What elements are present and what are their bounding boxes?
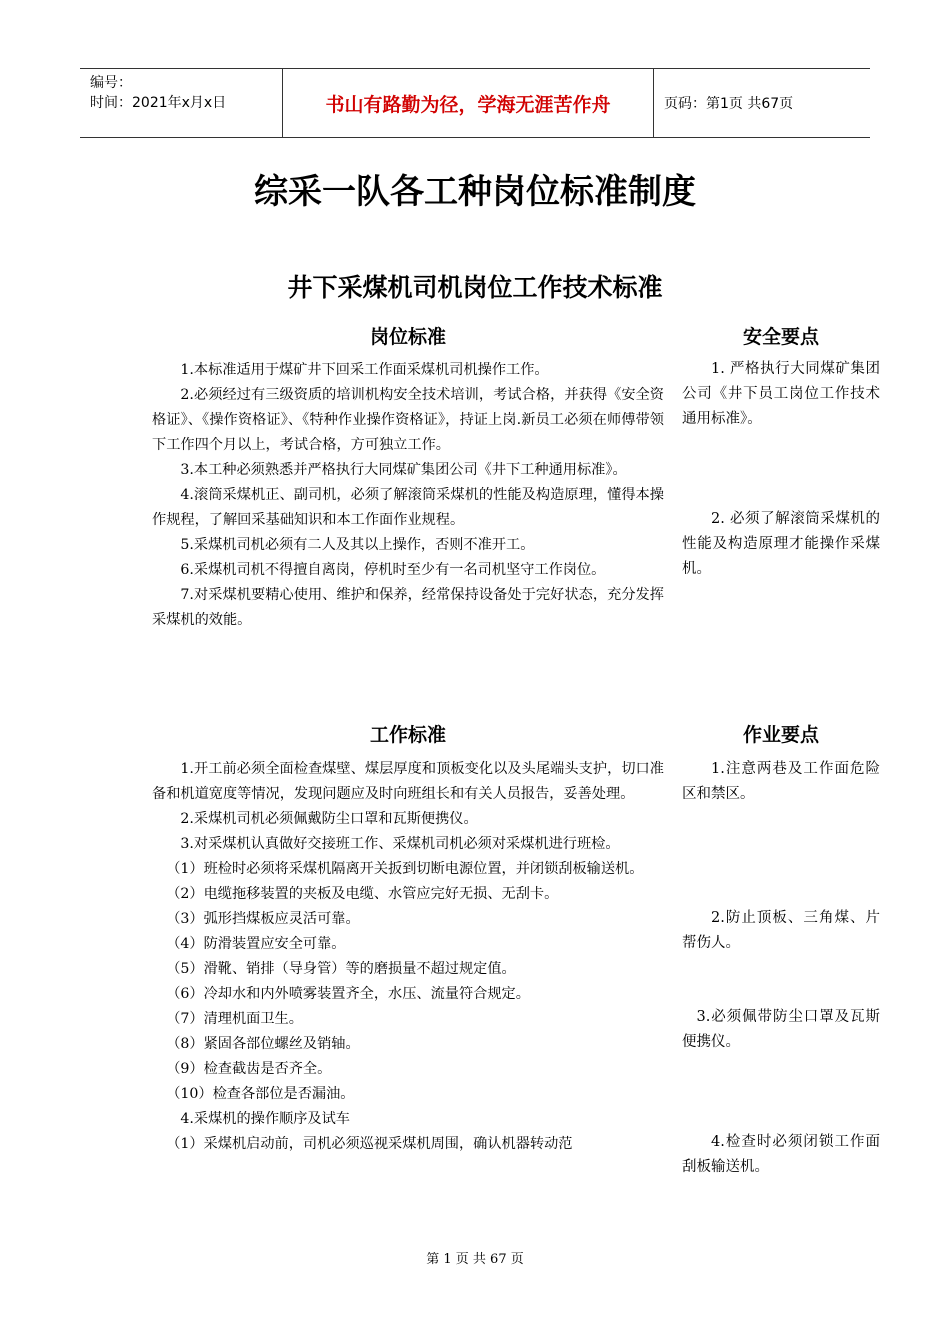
section2-heading: 工作标准 (369, 724, 446, 746)
section2-paragraph: 4.采煤机的操作顺序及试车 (180, 1111, 350, 1127)
section2-paragraph: （9）检查截齿是否齐全。 (166, 1061, 332, 1077)
section1-paragraph: 2.必须经过有三级资质的培训机构安全技术培训，考试合格，并获得《安全资格证》、《操作资格证》、《特种作业操作资格证》，持证上岗.新员工必须在师傅带领下工作四个月以上，考试合格，方可独立工作。 (152, 387, 664, 453)
document-title: 综采一队各工种岗位标准制度 (254, 172, 696, 212)
section1-paragraph: 1.本标准适用于煤矿井下回采工作面采煤机司机操作工作。 (180, 362, 549, 378)
section2-paragraph: （4）防滑装置应安全可靠。 (166, 936, 346, 952)
section1-paragraph: 5.采煤机司机必须有二人及其以上操作，否则不准开工。 (180, 537, 535, 553)
section2-paragraph: （7）清理机面卫生。 (166, 1011, 303, 1027)
section1-side-heading: 安全要点 (742, 326, 819, 348)
section2-paragraph: （8）紧固各部位螺丝及销轴。 (166, 1036, 360, 1052)
section2-body (152, 757, 664, 1157)
section1-paragraph: 3.本工种必须熟悉并严格执行大同煤矿集团公司《井下工种通用标准》。 (180, 462, 627, 478)
section2-paragraph: （1）采煤机启动前，司机必须巡视采煤机周围，确认机器转动范 (166, 1136, 573, 1152)
document-time-label: 时间：2021年x月x日 (90, 95, 227, 111)
document-header (80, 68, 870, 138)
section1-paragraph: 7.对采煤机要精心使用、维护和保养，经常保持设备处于完好状态，充分发挥采煤机的效能。 (152, 587, 664, 628)
section2-paragraph: （3）弧形挡煤板应灵活可靠。 (166, 911, 360, 927)
safety-point: 1. 严格执行大同煤矿集团公司《井下员工岗位工作技术通用标准》。 (682, 361, 880, 427)
section2-paragraph: （2）电缆拖移装置的夹板及电缆、水管应完好无损、无刮卡。 (166, 886, 559, 902)
section2-paragraph: （1）班检时必须将采煤机隔离开关扳到切断电源位置，并闭锁刮板输送机。 (166, 861, 644, 877)
safety-point: 2. 必须了解滚筒采煤机的性能及构造原理才能操作采煤机。 (682, 511, 880, 577)
section1-body (152, 358, 664, 633)
document-subtitle: 井下采煤机司机岗位工作技术标准 (287, 273, 663, 302)
operation-point: 4.检查时必须闭锁工作面刮板输送机。 (682, 1134, 880, 1175)
section2-paragraph: 1.开工前必须全面检查煤壁、煤层厚度和顶板变化以及头尾端头支护，切口准备和机道宽度等情况，发现问题应及时向班组长和有关人员报告，妥善处理。 (152, 761, 664, 802)
section2-paragraph: 2.采煤机司机必须佩戴防尘口罩和瓦斯便携仪。 (180, 811, 478, 827)
section2-paragraph: （6）冷却水和内外喷雾装置齐全，水压、流量符合规定。 (166, 986, 530, 1002)
document-number-label: 编号： (90, 75, 132, 91)
section2-paragraph: 3.对采煤机认真做好交接班工作、采煤机司机必须对采煤机进行班检。 (180, 836, 620, 852)
header-page-info: 页码：第1页 共67页 (664, 96, 794, 112)
section2-paragraph: （10）检查各部位是否漏油。 (166, 1086, 355, 1102)
section1-paragraph: 4.滚筒采煤机正、副司机，必须了解滚筒采煤机的性能及构造原理，懂得本操作规程，了解回采基础知识和本工作面作业规程。 (152, 487, 664, 528)
section2-side-heading: 作业要点 (742, 724, 819, 746)
operation-point: 3.必须佩带防尘口罩及瓦斯便携仪。 (682, 1009, 880, 1050)
page-footer: 第 1 页 共 67 页 (426, 1252, 524, 1267)
operation-point: 2.防止顶板、三角煤、片帮伤人。 (682, 910, 880, 951)
section1-paragraph: 6.采煤机司机不得擅自离岗，停机时至少有一名司机坚守工作岗位。 (180, 562, 606, 578)
header-motto: 书山有路勤为径，学海无涯苦作舟 (282, 69, 654, 137)
section1-heading: 岗位标准 (369, 326, 446, 348)
header-meta (80, 69, 282, 137)
operation-point: 1.注意两巷及工作面危险区和禁区。 (682, 761, 880, 802)
section2-paragraph: （5）滑靴、销排（导身管）等的磨损量不超过规定值。 (166, 961, 516, 977)
